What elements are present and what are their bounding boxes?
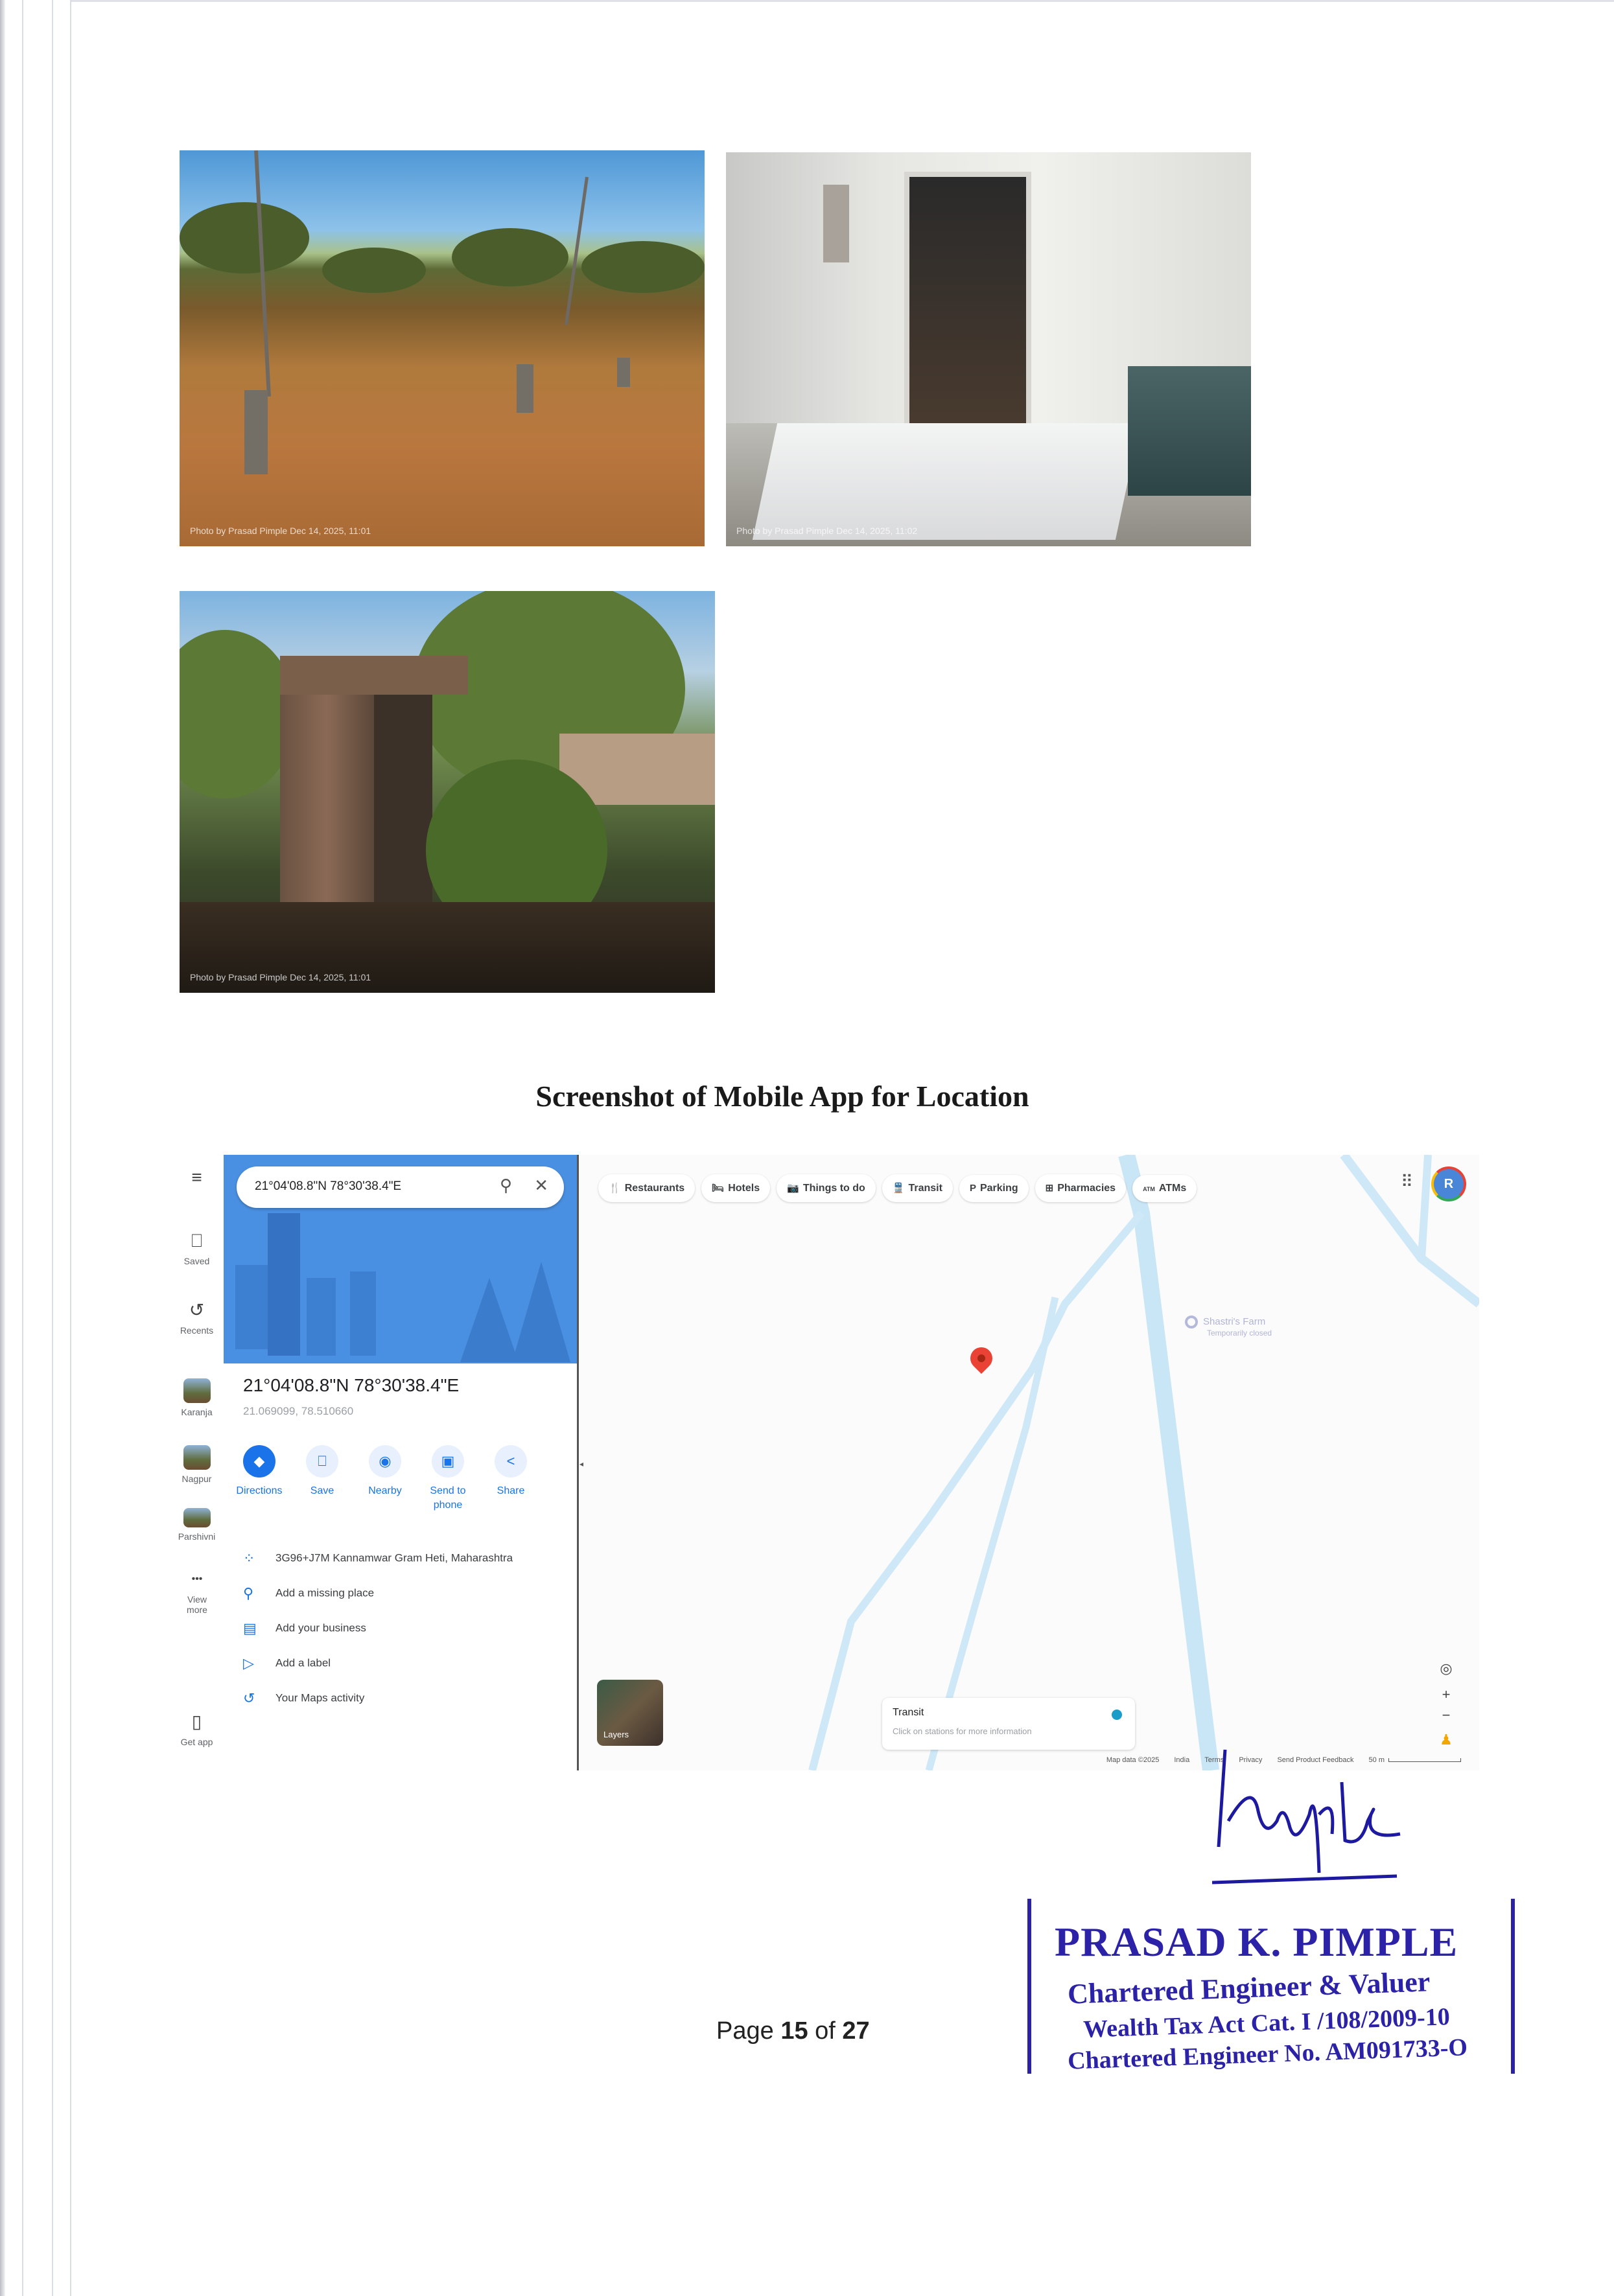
maps-screenshot (170, 1155, 1479, 1770)
store-icon: ▤ (243, 1620, 257, 1636)
tower-shape (268, 1213, 300, 1356)
photo-caption: Photo by Prasad Pimple Dec 14, 2025, 11:01 (190, 526, 371, 536)
photo-caption: Photo by Prasad Pimple Dec 14, 2025, 11:02 (736, 526, 918, 536)
page-number (716, 2017, 870, 2045)
share-button[interactable] (482, 1445, 540, 1498)
plus-code-icon: ⁘ (243, 1550, 255, 1566)
my-location-icon[interactable]: ◎ (1440, 1660, 1453, 1676)
building-shape (307, 1278, 336, 1356)
zoom-out-button[interactable]: − (1442, 1707, 1451, 1723)
action-label: Directions (236, 1485, 283, 1496)
menu-button[interactable] (170, 1168, 224, 1192)
rail-item-get-app[interactable] (170, 1712, 224, 1747)
scan-edge-line (22, 0, 23, 2296)
pin-core (976, 1353, 987, 1364)
rail-label: Nagpur (181, 1474, 212, 1484)
rail-label: View more (187, 1594, 207, 1615)
parking-icon: P (969, 1183, 976, 1194)
chip-things-to-do[interactable] (777, 1174, 876, 1202)
rail-label: Parshivni (178, 1531, 216, 1542)
stamp-title: Chartered Engineer & Valuer (1067, 1966, 1431, 2010)
valuer-stamp (1027, 1899, 1515, 2074)
page-prefix: Page (716, 2017, 774, 2045)
rail-item-saved[interactable] (170, 1231, 224, 1266)
road-lines (579, 1155, 1479, 1770)
save-button[interactable] (293, 1445, 351, 1498)
search-input[interactable]: 21°04'08.8"N 78°30'38.4"E (255, 1179, 402, 1193)
feedback-link[interactable]: Send Product Feedback (1277, 1756, 1354, 1764)
account-avatar[interactable]: R (1431, 1166, 1466, 1201)
chip-label: Hotels (728, 1183, 760, 1194)
electric-pole (254, 150, 271, 397)
bookmark-icon: ⎕ (306, 1445, 338, 1478)
row-text: Add a missing place (275, 1586, 375, 1599)
rail-label: Recents (180, 1325, 214, 1336)
rail-item-parshivni[interactable] (170, 1508, 224, 1542)
building-shape (235, 1265, 268, 1349)
scan-top-line (71, 0, 1614, 2)
row-text: Add a label (275, 1656, 331, 1669)
tree (452, 228, 568, 286)
site-photo-interior (726, 152, 1251, 546)
chip-atms[interactable] (1132, 1175, 1197, 1202)
bookmark-icon: ⎕ (191, 1231, 202, 1251)
chip-restaurants[interactable] (598, 1174, 695, 1202)
action-label: Save (310, 1485, 334, 1496)
map-data-credit: Map data ©2025 (1106, 1756, 1160, 1764)
pharmacy-icon: ⊞ (1045, 1183, 1054, 1194)
wall-shelf (823, 185, 849, 262)
more-icon: ••• (191, 1573, 203, 1584)
history-icon: ↺ (189, 1300, 205, 1320)
rail-item-view-more[interactable] (178, 1570, 216, 1615)
maps-activity-row[interactable] (243, 1690, 364, 1707)
scale-label: 50 m (1368, 1756, 1385, 1764)
action-label: Share (497, 1485, 525, 1496)
photo-caption: Photo by Prasad Pimple Dec 14, 2025, 11:01 (190, 972, 371, 982)
privacy-link[interactable]: Privacy (1239, 1756, 1263, 1764)
transit-card-subtitle: Click on stations for more information (893, 1726, 1032, 1736)
doorway (904, 172, 1031, 441)
doorway-opening (374, 662, 432, 934)
atm-icon: ATM (1143, 1186, 1155, 1192)
covered-bed (753, 423, 1140, 540)
temple-shape (512, 1262, 570, 1362)
chip-parking[interactable] (959, 1175, 1029, 1202)
stamp-registration: Wealth Tax Act Cat. I /108/2009-10 (1082, 2003, 1451, 2043)
row-text: Your Maps activity (275, 1691, 365, 1704)
collapse-panel-button[interactable]: ◂ (579, 1459, 584, 1468)
terms-link[interactable]: Terms (1204, 1756, 1224, 1764)
row-text: Add your business (275, 1621, 366, 1634)
train-icon: 🚆 (892, 1183, 905, 1194)
rail-item-karanja[interactable] (170, 1378, 224, 1417)
add-missing-place-row[interactable] (243, 1585, 374, 1602)
electric-pole (565, 177, 589, 325)
hotel-icon: 🛏 (712, 1183, 725, 1194)
place-thumbnail (183, 1445, 211, 1470)
directions-icon: ◆ (243, 1445, 275, 1478)
add-label-row[interactable] (243, 1655, 331, 1672)
send-to-phone-button[interactable] (419, 1445, 477, 1513)
label-icon: ▷ (243, 1655, 254, 1671)
row-text: 3G96+J7M Kannamwar Gram Heti, Maharashtra (275, 1551, 513, 1564)
chip-label: Pharmacies (1057, 1183, 1116, 1194)
rail-label: Karanja (181, 1407, 213, 1417)
place-decimal-coordinates: 21.069099, 78.510660 (243, 1405, 354, 1417)
chip-hotels[interactable] (701, 1174, 770, 1202)
phone-icon: ▯ (191, 1711, 202, 1732)
scan-edge-line (70, 0, 71, 2296)
rail-label: Saved (183, 1256, 210, 1266)
chip-pharmacies[interactable] (1035, 1174, 1126, 1202)
transit-card-title: Transit (893, 1707, 924, 1718)
place-thumbnail (183, 1378, 211, 1403)
poi-shastris-farm[interactable] (1185, 1316, 1272, 1338)
nearby-button[interactable] (356, 1445, 414, 1498)
close-icon[interactable]: ✕ (534, 1176, 548, 1195)
apps-grid-icon[interactable]: ⠿ (1400, 1172, 1413, 1191)
page-total: 27 (842, 2017, 870, 2045)
nearby-icon: ◉ (369, 1445, 401, 1478)
chip-label: Parking (979, 1183, 1018, 1194)
category-chips (598, 1174, 1203, 1202)
boundary-post (517, 364, 533, 413)
camera-icon: 📷 (787, 1183, 799, 1194)
brick-lintel (280, 656, 468, 695)
send-to-phone-icon: ▣ (432, 1445, 464, 1478)
rail-label: Get app (180, 1737, 213, 1747)
place-thumbnail (183, 1508, 211, 1527)
transit-info-card (882, 1698, 1135, 1750)
hamburger-icon: ≡ (191, 1167, 202, 1187)
cabinet (1128, 366, 1251, 496)
chip-label: ATMs (1158, 1183, 1187, 1194)
add-place-icon: ⚲ (243, 1585, 254, 1601)
scan-edge-shadow (0, 0, 5, 2296)
page-current: 15 (780, 2017, 808, 2045)
boundary-post (244, 390, 268, 474)
transit-toggle[interactable] (1112, 1710, 1122, 1720)
tree (180, 202, 309, 273)
poi-icon (1185, 1316, 1198, 1328)
place-hero-illustration (224, 1155, 577, 1363)
poi-status: Temporarily closed (1207, 1328, 1272, 1338)
map-canvas[interactable] (579, 1155, 1479, 1770)
add-business-row[interactable] (243, 1620, 366, 1637)
chip-label: Things to do (802, 1183, 865, 1194)
search-icon[interactable]: ⚲ (499, 1176, 512, 1195)
action-label: Send to phone (430, 1485, 466, 1511)
brick-wall (280, 656, 374, 934)
place-panel (224, 1155, 579, 1770)
layers-label: Layers (603, 1730, 629, 1739)
share-icon: < (495, 1445, 527, 1478)
rail-item-nagpur[interactable] (170, 1445, 224, 1484)
site-photo-land (180, 150, 705, 546)
place-title: 21°04'08.8"N 78°30'38.4"E (243, 1375, 460, 1395)
temple-shape (460, 1278, 519, 1362)
restaurant-icon: 🍴 (609, 1183, 621, 1194)
section-heading: Screenshot of Mobile App for Location (535, 1080, 1029, 1113)
stamp-name: PRASAD K. PIMPLE (1055, 1919, 1458, 1965)
chip-label: Restaurants (624, 1183, 685, 1194)
maps-side-rail (170, 1155, 224, 1770)
page-of: of (815, 2017, 836, 2045)
search-box[interactable] (237, 1166, 564, 1208)
handwritten-signature (1212, 1743, 1407, 1899)
chip-label: Transit (908, 1183, 942, 1194)
layers-button[interactable] (597, 1680, 663, 1746)
rail-item-recents[interactable] (170, 1301, 224, 1336)
boundary-post (617, 358, 630, 387)
directions-button[interactable] (230, 1445, 288, 1498)
scan-edge-line (52, 0, 53, 2296)
street-view-pegman-icon[interactable]: ♟ (1440, 1732, 1453, 1748)
building-shape (350, 1271, 376, 1356)
site-photo-structure (180, 591, 715, 993)
chip-transit[interactable] (882, 1174, 953, 1202)
tree (581, 241, 705, 293)
history-icon: ↺ (243, 1690, 255, 1706)
zoom-in-button[interactable]: + (1442, 1686, 1451, 1702)
stamp-engineer-number: Chartered Engineer No. AM091733-O (1067, 2034, 1468, 2075)
region-link[interactable]: India (1174, 1756, 1190, 1764)
tree (322, 248, 426, 293)
bush (180, 630, 296, 798)
action-label: Nearby (368, 1485, 402, 1496)
poi-name: Shastri's Farm (1203, 1316, 1266, 1327)
plus-code-row[interactable] (243, 1550, 513, 1567)
